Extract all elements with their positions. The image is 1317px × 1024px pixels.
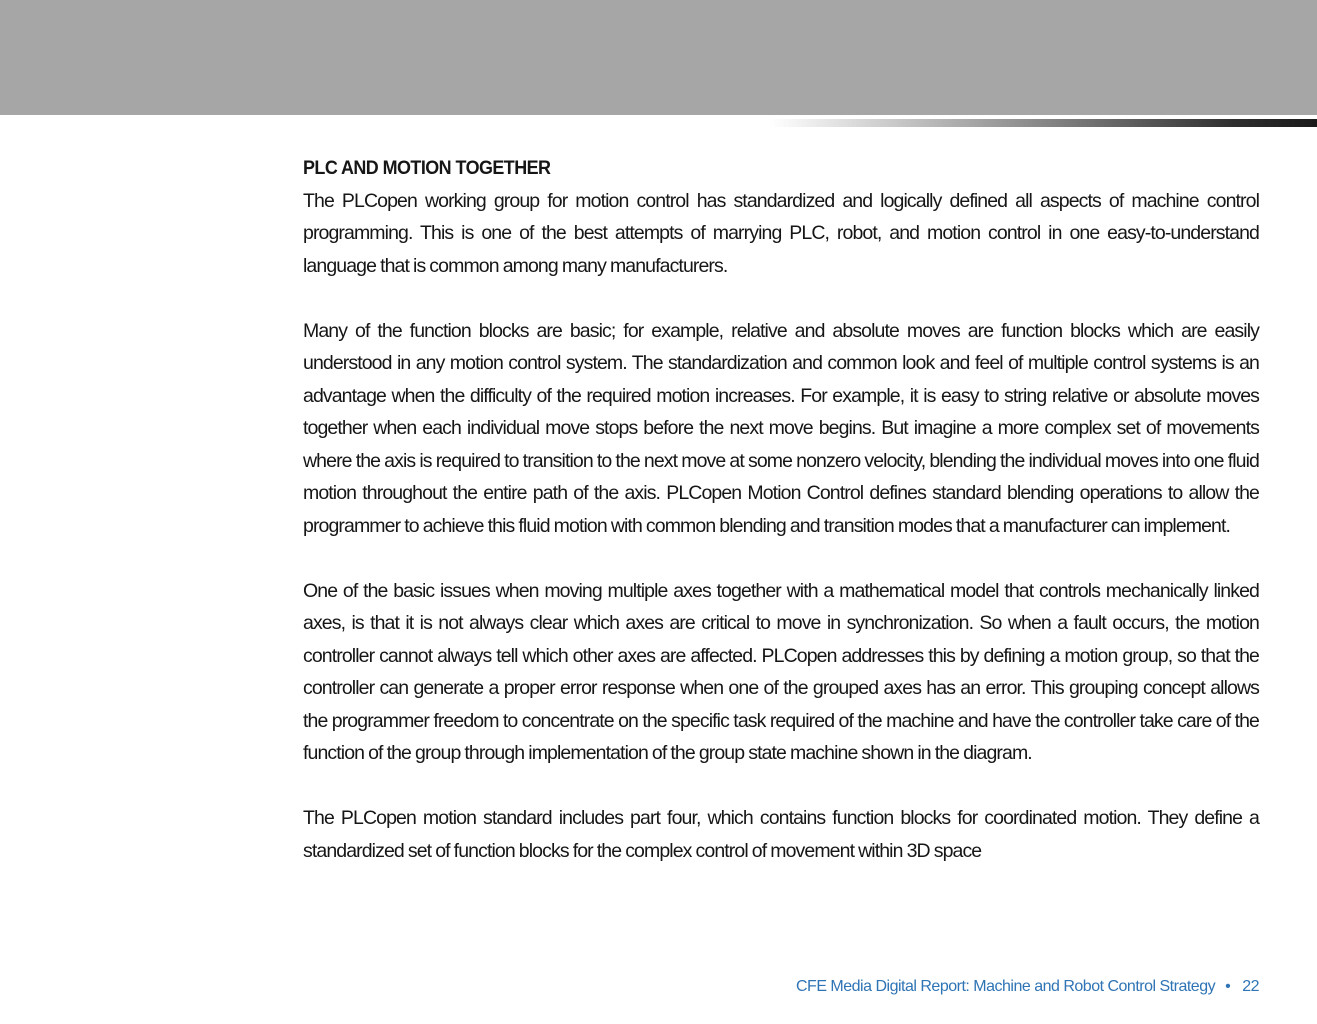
page-number: 22 bbox=[1242, 978, 1259, 995]
page-footer bbox=[796, 978, 1259, 996]
paragraph-function-blocks: Many of the function blocks are basic; for example, relative and absolute moves are function blocks which are easily understood in any motion control system. The standardization and common look and feel of multiple control systems is an advantage when the difficulty of the required motion increases. For example, it is easy to string relative or absolute moves together when each individual move stops before the next move begins. But imagine a more complex set of movements where the axis is required to transition to the next move at some nonzero velocity, blending the individual moves into one fluid motion throughout the entire path of the axis. PLCopen Motion Control defines standard blending operations to allow the programmer to achieve this fluid motion with common blending and transition modes that a manufacturer can implement. bbox=[303, 319, 1259, 537]
header-gradient-rule bbox=[770, 119, 1317, 127]
footer-report-title: CFE Media Digital Report: Machine and Robot Control Strategy bbox=[795, 978, 1216, 995]
footer-separator: • bbox=[1225, 978, 1231, 995]
paragraph-plcopen-intro: The PLCopen working group for motion control has standardized and logically defined all aspects of machine control programming. This is one of the best attempts of marrying PLC, robot, and motion control in one easy-to-understand language that is common among many manufacturers. bbox=[303, 189, 1259, 277]
paragraph-motion-group: One of the basic issues when moving multiple axes together with a mathematical model that controls mechanically linked axes, is that it is not always clear which axes are critical to move in synchronization. So when a fault occurs, the motion controller cannot always tell which other axes are affected. PLCopen addresses this by defining a motion group, so that the controller can generate a proper error response when one of the grouped axes has an error. This grouping concept allows the programmer freedom to concentrate on the specific task required of the machine and have the controller take care of the function of the group through implementation of the group state machine shown in the diagram. bbox=[303, 579, 1259, 764]
article-body bbox=[303, 152, 1259, 867]
header-band bbox=[0, 0, 1317, 115]
paragraph-coordinated-motion: The PLCopen motion standard includes part four, which contains function blocks for coordinated motion. They define a standardized set of function blocks for the complex control of movement within 3D space bbox=[303, 807, 1259, 862]
section-heading: PLC AND MOTION TOGETHER bbox=[303, 157, 551, 179]
